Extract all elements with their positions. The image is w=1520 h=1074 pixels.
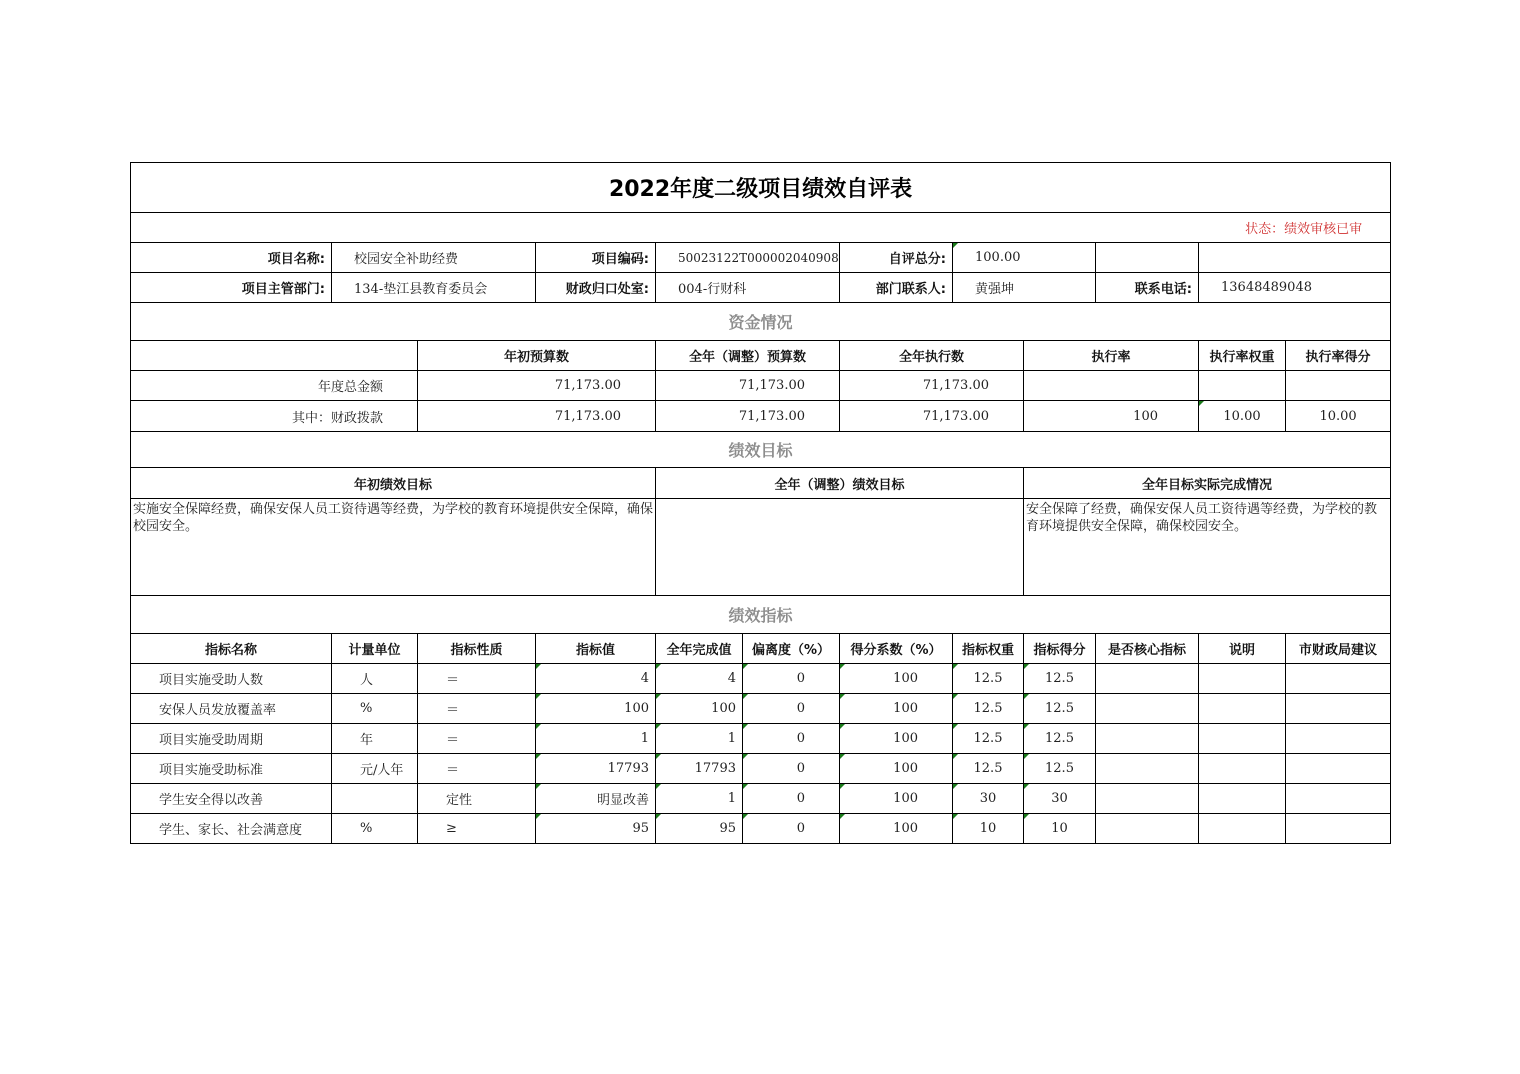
indicator-header: 说明 [1199, 634, 1286, 664]
indicator-score: 12.5 [1024, 754, 1096, 784]
indicator-nature: ＝ [418, 694, 536, 724]
funds-header: 执行率得分 [1286, 341, 1391, 371]
indicator-value: 明显改善 [536, 784, 656, 814]
dept-label: 项目主管部门: [131, 273, 332, 303]
funds-initial: 71,173.00 [418, 401, 656, 432]
indicator-nature: ＝ [418, 754, 536, 784]
indicator-coefficient: 100 [840, 694, 953, 724]
indicator-nature: ＝ [418, 724, 536, 754]
goal-actual-text: 安全保障了经费，确保安保人员工资待遇等经费，为学校的教育环境提供安全保障，确保校园安全。 [1024, 499, 1391, 596]
indicator-unit: % [332, 694, 418, 724]
indicator-done: 95 [656, 814, 743, 844]
indicator-note [1199, 754, 1286, 784]
project-name-value: 校园安全补助经费 [332, 243, 536, 273]
indicator-header: 市财政局建议 [1286, 634, 1391, 664]
contact-label: 部门联系人: [840, 273, 953, 303]
indicator-score: 12.5 [1024, 694, 1096, 724]
indicator-row [131, 754, 1391, 784]
project-code-label: 项目编码: [536, 243, 656, 273]
indicator-deviation: 0 [743, 724, 840, 754]
indicator-coefficient: 100 [840, 814, 953, 844]
indicator-unit [332, 784, 418, 814]
indicator-done: 100 [656, 694, 743, 724]
funds-header: 执行率 [1024, 341, 1199, 371]
indicator-done: 1 [656, 784, 743, 814]
indicator-coefficient: 100 [840, 784, 953, 814]
indicator-done: 4 [656, 664, 743, 694]
indicator-weight: 12.5 [953, 754, 1024, 784]
goals-section-title: 绩效目标 [131, 432, 1391, 468]
indicator-unit: % [332, 814, 418, 844]
phone-label: 联系电话: [1096, 273, 1199, 303]
indicator-header: 全年完成值 [656, 634, 743, 664]
funds-row-label: 年度总金额 [131, 371, 418, 401]
funds-executed: 71,173.00 [840, 371, 1024, 401]
empty-cell [1199, 243, 1391, 273]
indicator-score: 30 [1024, 784, 1096, 814]
funds-score [1286, 371, 1391, 401]
goals-header: 全年（调整）绩效目标 [656, 468, 1024, 499]
indicator-row [131, 664, 1391, 694]
indicator-coefficient: 100 [840, 724, 953, 754]
indicator-name: 学生、家长、社会满意度 [131, 814, 332, 844]
status-badge: 状态：绩效审核已审 [131, 213, 1391, 243]
goals-header: 全年目标实际完成情况 [1024, 468, 1391, 499]
indicator-core [1096, 754, 1199, 784]
indicator-advice [1286, 724, 1391, 754]
funds-initial: 71,173.00 [418, 371, 656, 401]
indicator-header: 计量单位 [332, 634, 418, 664]
indicator-row [131, 724, 1391, 754]
indicator-score: 12.5 [1024, 724, 1096, 754]
self-score-value: 100.00 [953, 243, 1096, 273]
indicator-core [1096, 784, 1199, 814]
indicator-header: 指标权重 [953, 634, 1024, 664]
indicator-value: 100 [536, 694, 656, 724]
indicator-row [131, 784, 1391, 814]
indicator-weight: 12.5 [953, 724, 1024, 754]
funds-row [131, 371, 1391, 401]
empty-cell [1096, 243, 1199, 273]
indicator-name: 项目实施受助人数 [131, 664, 332, 694]
evaluation-sheet [130, 162, 1391, 844]
indicator-name: 项目实施受助标准 [131, 754, 332, 784]
funds-section-title: 资金情况 [131, 303, 1391, 341]
funds-rate: 100 [1024, 401, 1199, 432]
indicator-row [131, 814, 1391, 844]
indicator-deviation: 0 [743, 814, 840, 844]
funds-adjusted: 71,173.00 [656, 401, 840, 432]
indicators-section-title: 绩效指标 [131, 596, 1391, 634]
dept-value: 134-垫江县教育委员会 [332, 273, 536, 303]
funds-header: 全年执行数 [840, 341, 1024, 371]
indicator-note [1199, 814, 1286, 844]
indicator-core [1096, 814, 1199, 844]
contact-value: 黄强坤 [953, 273, 1096, 303]
indicator-name: 学生安全得以改善 [131, 784, 332, 814]
project-code-value: 50023122T000002040908 [656, 243, 840, 273]
indicator-value: 17793 [536, 754, 656, 784]
indicator-unit: 人 [332, 664, 418, 694]
funds-score: 10.00 [1286, 401, 1391, 432]
indicator-advice [1286, 754, 1391, 784]
indicator-nature: 定性 [418, 784, 536, 814]
page-title: 2022年度二级项目绩效自评表 [131, 163, 1391, 213]
indicator-header: 偏离度（%） [743, 634, 840, 664]
funds-executed: 71,173.00 [840, 401, 1024, 432]
project-name-label: 项目名称: [131, 243, 332, 273]
funds-row [131, 401, 1391, 432]
indicator-nature: ＝ [418, 664, 536, 694]
indicator-done: 1 [656, 724, 743, 754]
indicator-header: 是否核心指标 [1096, 634, 1199, 664]
indicator-advice [1286, 664, 1391, 694]
indicator-deviation: 0 [743, 664, 840, 694]
indicator-header: 指标名称 [131, 634, 332, 664]
funds-weight [1199, 371, 1286, 401]
funds-rate [1024, 371, 1199, 401]
indicator-note [1199, 694, 1286, 724]
indicator-header: 指标性质 [418, 634, 536, 664]
goal-initial-text: 实施安全保障经费，确保安保人员工资待遇等经费，为学校的教育环境提供安全保障，确保校园安全。 [131, 499, 656, 596]
indicator-note [1199, 724, 1286, 754]
indicator-weight: 12.5 [953, 694, 1024, 724]
funds-header: 执行率权重 [1199, 341, 1286, 371]
indicator-note [1199, 664, 1286, 694]
indicator-coefficient: 100 [840, 754, 953, 784]
goals-header: 年初绩效目标 [131, 468, 656, 499]
indicator-weight: 12.5 [953, 664, 1024, 694]
indicator-deviation: 0 [743, 754, 840, 784]
indicator-unit: 元/人年 [332, 754, 418, 784]
indicator-name: 安保人员发放覆盖率 [131, 694, 332, 724]
indicator-advice [1286, 814, 1391, 844]
funds-adjusted: 71,173.00 [656, 371, 840, 401]
indicator-value: 4 [536, 664, 656, 694]
indicator-header: 得分系数（%） [840, 634, 953, 664]
funds-header: 全年（调整）预算数 [656, 341, 840, 371]
indicator-header: 指标值 [536, 634, 656, 664]
indicator-advice [1286, 694, 1391, 724]
indicator-row [131, 694, 1391, 724]
indicator-weight: 10 [953, 814, 1024, 844]
indicator-core [1096, 664, 1199, 694]
indicator-coefficient: 100 [840, 664, 953, 694]
phone-value: 13648489048 [1199, 273, 1391, 303]
indicator-nature: ≥ [418, 814, 536, 844]
indicator-unit: 年 [332, 724, 418, 754]
funds-header-blank [131, 341, 418, 371]
indicator-weight: 30 [953, 784, 1024, 814]
indicator-deviation: 0 [743, 784, 840, 814]
funds-header: 年初预算数 [418, 341, 656, 371]
indicator-header: 指标得分 [1024, 634, 1096, 664]
finance-office-label: 财政归口处室: [536, 273, 656, 303]
indicator-value: 1 [536, 724, 656, 754]
funds-row-label: 其中：财政拨款 [131, 401, 418, 432]
finance-office-value: 004-行财科 [656, 273, 840, 303]
indicator-score: 12.5 [1024, 664, 1096, 694]
self-score-label: 自评总分: [840, 243, 953, 273]
indicator-score: 10 [1024, 814, 1096, 844]
indicator-note [1199, 784, 1286, 814]
indicator-deviation: 0 [743, 694, 840, 724]
indicator-advice [1286, 784, 1391, 814]
goal-adjusted-text [656, 499, 1024, 596]
indicator-value: 95 [536, 814, 656, 844]
indicator-core [1096, 724, 1199, 754]
indicator-core [1096, 694, 1199, 724]
funds-weight: 10.00 [1199, 401, 1286, 432]
indicator-done: 17793 [656, 754, 743, 784]
indicator-name: 项目实施受助周期 [131, 724, 332, 754]
